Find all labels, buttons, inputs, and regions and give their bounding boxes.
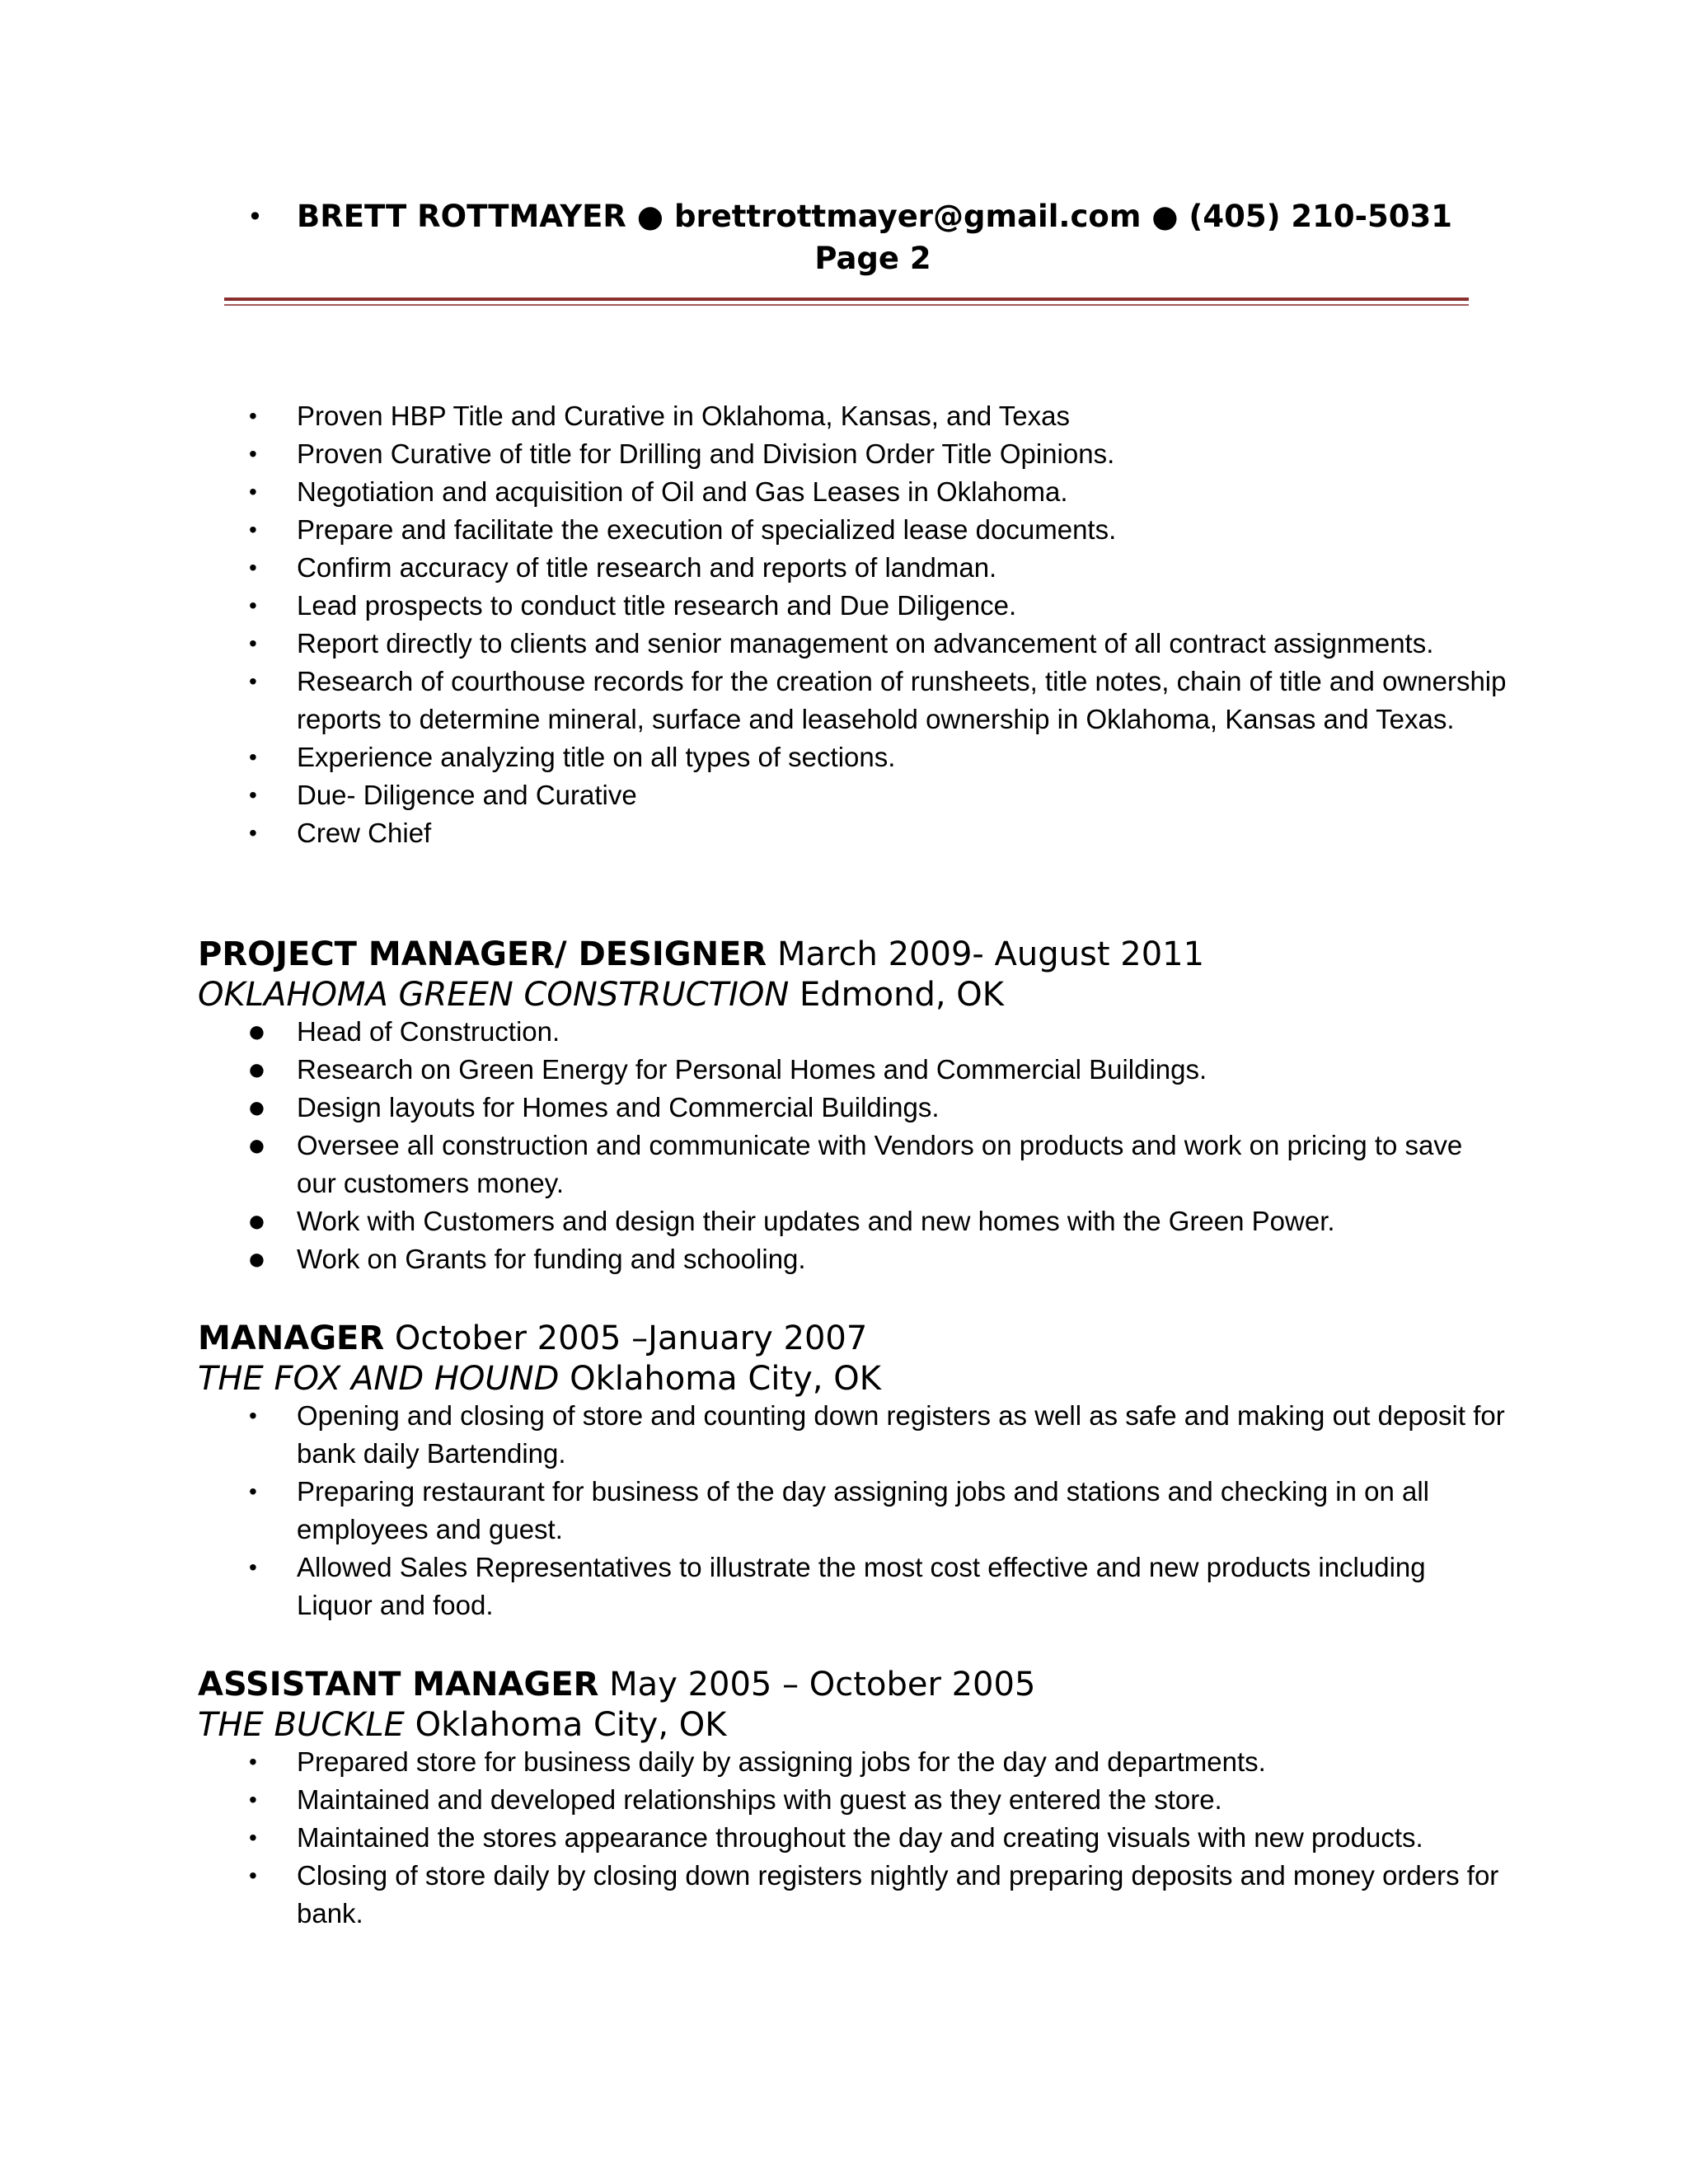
list-item: ● Research on Green Energy for Personal Homes and Commercial Buildings. [247, 1052, 1207, 1087]
list-item: • Proven HBP Title and Curative in Oklahoma, Kansas, and Texas [0, 397, 1688, 435]
list-item: ● Work with Customers and design their updates and new homes with the Green Power. [247, 1204, 1335, 1239]
bullet-icon: ● [247, 1204, 266, 1239]
list-item: • Maintained the stores appearance throughout the day and creating visuals with new products. [0, 1819, 1688, 1857]
bullet-icon: • [249, 1749, 257, 1774]
list-item: • Prepare and facilitate the execution of specialized lease documents. [0, 511, 1688, 549]
job-company: OKLAHOMA GREEN CONSTRUCTION [198, 976, 790, 1014]
bullet-icon: • [249, 441, 257, 466]
list-item: • Experience analyzing title on all types of sections. [0, 738, 1688, 776]
list-item: • Maintained and developed relationships with guest as they entered the store. [0, 1781, 1688, 1819]
job-bullet-list [0, 1743, 1688, 1933]
job-role: PROJECT MANAGER/ DESIGNER [198, 935, 767, 973]
list-item: ● Oversee all construction and communicate with Vendors on products and work on pricing to save our customers money. [247, 1128, 1463, 1198]
bullet-icon: • [249, 1403, 257, 1428]
job-dates: March 2009- August 2011 [767, 935, 1205, 973]
job-location: Oklahoma City, OK [404, 1706, 727, 1744]
list-item: ● Work on Grants for funding and schooling. [247, 1242, 806, 1277]
header-divider-thin [224, 304, 1469, 306]
bullet-icon: • [249, 630, 257, 656]
list-item: • Report directly to clients and senior management on advancement of all contract assignments. [0, 625, 1688, 663]
job-role: ASSISTANT MANAGER [198, 1666, 599, 1704]
page-header [0, 191, 1688, 275]
job-location: Edmond, OK [789, 976, 1004, 1014]
list-item: • Due- Diligence and Curative [0, 776, 1688, 814]
list-item: • Research of courthouse records for the creation of runsheets, title notes, chain of title and ownership reports to determine mineral, surface and leasehold ownership in Oklahoma, Kansas and Texas. [0, 663, 1688, 738]
job-company: THE BUCKLE [198, 1706, 405, 1744]
list-item: ● Design layouts for Homes and Commercial Buildings. [247, 1090, 940, 1125]
bullet-icon: • [249, 820, 257, 846]
page-number: Page 2 [814, 241, 931, 276]
bullet-icon: • [249, 1787, 257, 1812]
job-heading-assistant-manager [198, 1665, 1035, 1746]
job-location: Oklahoma City, OK [559, 1360, 881, 1398]
bullet-icon: • [249, 744, 257, 770]
bullet-icon: • [249, 479, 257, 504]
job-dates: October 2005 –January 2007 [384, 1319, 868, 1357]
bullet-icon: ● [247, 1090, 266, 1125]
bullet-icon: ● [247, 1128, 266, 1163]
list-item: • Prepared store for business daily by assigning jobs for the day and departments. [0, 1743, 1688, 1781]
bullet-icon: • [249, 668, 257, 694]
list-item: • Preparing restaurant for business of the day assigning jobs and stations and checking in on all employees and guest. [0, 1473, 1688, 1549]
list-item: • Opening and closing of store and counting down registers as well as safe and making out deposit for bank daily Bartending. [0, 1397, 1688, 1473]
bullet-icon: • [249, 1825, 257, 1850]
contact-text: BRETT ROTTMAYER ● brettrottmayer@gmail.com ● (405) 210-5031 [297, 199, 1452, 234]
contact-line [0, 191, 1688, 242]
bullet-icon: • [249, 1554, 257, 1580]
job-bullet-list [0, 1013, 1688, 1278]
bullet-icon: • [249, 593, 257, 618]
job-role: MANAGER [198, 1319, 385, 1357]
list-item: ● Head of Construction. [247, 1015, 560, 1049]
list-item: • Closing of store daily by closing down registers nightly and preparing deposits and money orders for bank. [0, 1857, 1688, 1933]
header-divider [224, 298, 1469, 301]
list-item: • Negotiation and acquisition of Oil and Gas Leases in Oklahoma. [0, 473, 1688, 511]
bullet-icon: • [247, 201, 263, 232]
job-bullet-list [0, 1397, 1688, 1624]
bullet-icon: ● [247, 1052, 266, 1087]
job-heading-project-manager [198, 935, 1204, 1015]
bullet-icon: ● [247, 1242, 266, 1277]
list-item: • Crew Chief [0, 814, 1688, 852]
bullet-icon: • [249, 782, 257, 808]
bullet-icon: • [249, 1863, 257, 1888]
intro-bullet-list [0, 397, 1688, 852]
list-item: • Allowed Sales Representatives to illustrate the most cost effective and new products including Liquor and food. [0, 1549, 1688, 1624]
bullet-icon: ● [247, 1015, 266, 1049]
bullet-icon: • [249, 403, 257, 429]
list-item: • Lead prospects to conduct title research and Due Diligence. [0, 587, 1688, 625]
bullet-icon: • [249, 555, 257, 580]
job-heading-manager [198, 1319, 881, 1399]
bullet-icon: • [249, 517, 257, 542]
job-dates: May 2005 – October 2005 [598, 1666, 1036, 1704]
list-item: • Confirm accuracy of title research and reports of landman. [0, 549, 1688, 587]
list-item: • Proven Curative of title for Drilling and Division Order Title Opinions. [0, 435, 1688, 473]
bullet-icon: • [249, 1479, 257, 1504]
job-company: THE FOX AND HOUND [198, 1360, 560, 1398]
